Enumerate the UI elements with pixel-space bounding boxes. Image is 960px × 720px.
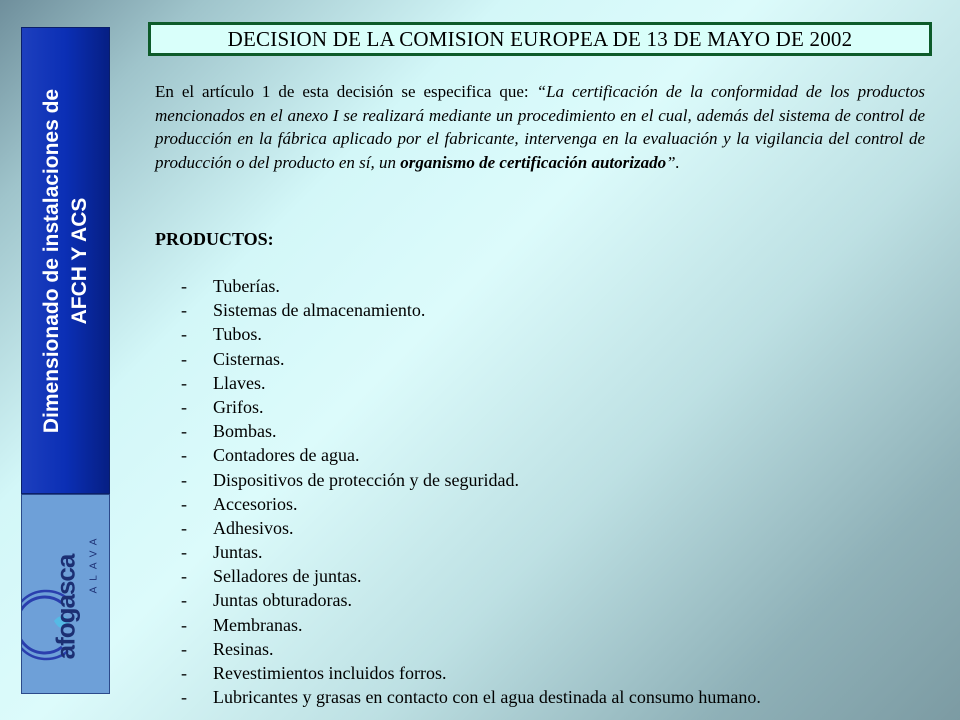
list-item-label: Juntas obturadoras. [213,590,352,611]
list-item [181,347,761,371]
list-item-label: Sistemas de almacenamiento. [213,300,426,321]
list-bullet: - [181,614,187,635]
intro-paragraph [155,80,925,174]
list-item [181,395,761,419]
list-bullet: - [181,542,187,563]
logo-wordmark: afogasca [50,554,81,660]
list-bullet: - [181,421,187,442]
list-item [181,516,761,540]
list-bullet: - [181,300,187,321]
sidebar-title-panel [21,27,110,494]
list-item [181,322,761,346]
list-item-label: Grifos. [213,396,264,417]
page-title: DECISION DE LA COMISION EUROPEA DE 13 DE MAYO DE 2002 [227,26,853,51]
list-item [181,661,761,685]
presentation-title [38,31,94,491]
list-item [181,613,761,637]
list-item-label: Selladores de juntas. [213,566,362,587]
list-bullet: - [181,493,187,514]
list-bullet: - [181,469,187,490]
page-title-box [148,22,932,56]
list-bullet: - [181,276,187,296]
list-item [181,274,761,298]
afogasca-logo [22,495,109,693]
list-item-label: Membranas. [213,614,303,635]
intro-bold-quote: organismo de certificación autorizado [400,152,667,172]
list-item [181,564,761,588]
list-bullet: - [181,566,187,587]
list-bullet: - [181,590,187,611]
list-item-label: Lubricantes y grasas en contacto con el agua destinada al consumo humano. [213,687,761,708]
list-bullet: - [181,517,187,538]
list-item [181,588,761,612]
products-heading: PRODUCTOS: [155,229,274,249]
list-item-label: Dispositivos de protección y de seguridad. [213,469,519,490]
list-item-label: Tuberías. [213,276,280,296]
list-item [181,371,761,395]
list-bullet: - [181,396,187,417]
list-bullet: - [181,687,187,708]
list-item-label: Bombas. [213,421,277,442]
presentation-title-line-2: AFCH Y ACS [67,197,91,324]
list-item-label: Cisternas. [213,348,285,369]
list-item-label: Contadores de agua. [213,445,360,466]
list-item-label: Llaves. [213,372,266,393]
list-bullet: - [181,638,187,659]
list-item [181,419,761,443]
list-item [181,492,761,516]
intro-lead: En el artículo 1 de esta decisión se especifica que: [155,82,537,101]
logo-subtitle: ALAVA [88,532,100,594]
list-item-label: Adhesivos. [213,517,294,538]
products-list [181,274,761,709]
list-item-label: Tubos. [213,324,262,345]
list-item [181,540,761,564]
list-item [181,298,761,322]
list-bullet: - [181,663,187,683]
list-item [181,443,761,467]
intro-quote: “La certificación de la conformidad de los productos mencionados en el anexo I se realizará mediante un procedimiento en el cual, además del sistema de control de producción en la fábrica aplicado por el fabricante, intervenga en la evaluación y la vigilancia del control de producción o del producto en sí, un [155,82,925,172]
list-bullet: - [181,324,187,345]
list-item [181,468,761,492]
intro-quote-end: ”. [666,152,680,172]
list-bullet: - [181,372,187,393]
presentation-title-line-1: Dimensionado de instalaciones de [39,88,63,433]
list-item-label: Revestimientos incluidos forros. [213,663,447,683]
list-bullet: - [181,348,187,369]
list-bullet: - [181,445,187,466]
logo-panel [21,494,110,694]
list-item-label: Resinas. [213,638,274,659]
list-item-label: Juntas. [213,542,263,563]
list-item [181,685,761,709]
list-item-label: Accesorios. [213,493,298,514]
list-item [181,637,761,661]
